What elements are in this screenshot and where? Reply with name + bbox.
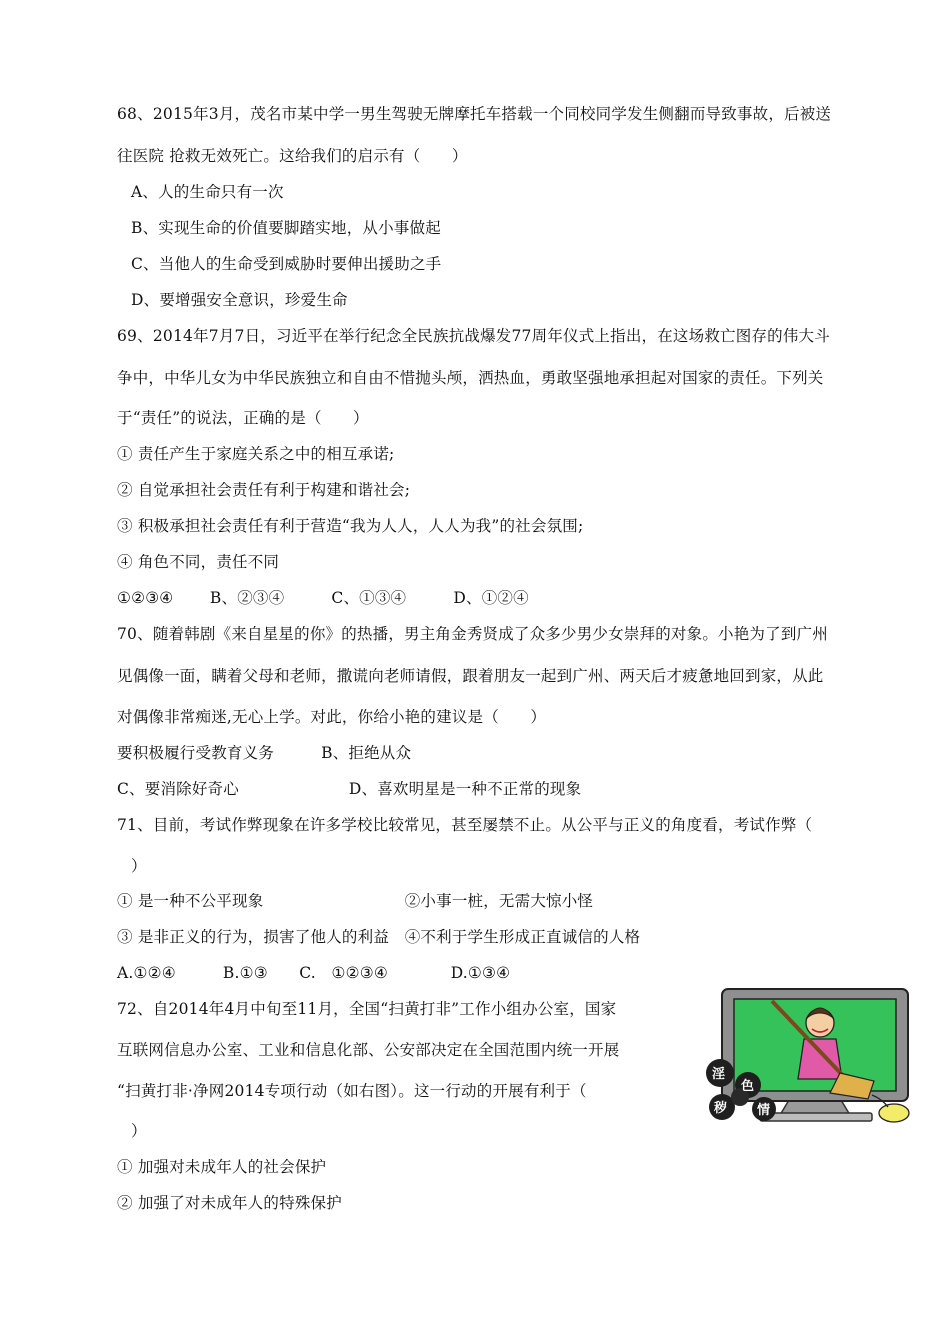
q69-stem-line3: 于“责任”的说法，正确的是（ ） <box>117 409 369 427</box>
computer-mouse-icon <box>879 1104 909 1122</box>
q70-stem-line2: 见偶像一面，瞒着父母和老师，撒谎向老师请假，跟着朋友一起到广州、两天后才疲惫地回到家，从此 <box>117 667 824 685</box>
q71-statements-34: ③ 是非正义的行为，损害了他人的利益 ④不利于学生形成正直诚信的人格 <box>117 928 641 946</box>
monitor-sweeping-girl-illustration <box>700 985 912 1130</box>
monitor-base <box>760 1113 872 1121</box>
q69-statement-4: ④ 角色不同，责任不同 <box>117 553 280 571</box>
q70-options-cd: C、要消除好奇心 D、喜欢明星是一种不正常的现象 <box>117 780 582 798</box>
blob-char-4: 情 <box>757 1103 771 1118</box>
q71-stem-line2: ） <box>131 857 147 875</box>
q71-stem-line1: 71、目前，考试作弊现象在许多学校比较常见，甚至屡禁不止。从公平与正义的角度看，考试作弊（ <box>117 816 813 834</box>
q69-statement-1: ① 责任产生于家庭关系之中的相互承诺; <box>117 445 395 463</box>
q72-stem-line4: ） <box>131 1122 147 1140</box>
q72-statement-1: ① 加强对未成年人的社会保护 <box>117 1158 327 1176</box>
q70-stem-line3: 对偶像非常痴迷,无心上学。对此，你给小艳的建议是（ ） <box>117 708 547 726</box>
q68-option-a: A、人的生命只有一次 <box>131 183 284 201</box>
q69-statement-3: ③ 积极承担社会责任有利于营造“我为人人，人人为我”的社会氛围; <box>117 517 584 535</box>
q68-option-c: C、当他人的生命受到威胁时要伸出援助之手 <box>131 255 442 273</box>
illustration-svg <box>700 985 912 1130</box>
q69-statement-2: ② 自觉承担社会责任有利于构建和谐社会; <box>117 481 411 499</box>
q72-stem-line2: 互联网信息办公室、工业和信息化部、公安部决定在全国范围内统一开展 <box>117 1041 620 1059</box>
q70-stem-line1: 70、随着韩剧《来自星星的你》的热播，男主角金秀贤成了众多少男少女崇拜的对象。小艳为了到广州 <box>117 625 828 643</box>
q68-stem-line2: 往医院 抢救无效死亡。这给我们的启示有（ ） <box>117 147 468 165</box>
blob-char-1: 淫 <box>712 1067 726 1082</box>
q70-options-ab: 要积极履行受教育义务 B、拒绝从众 <box>117 744 412 762</box>
q68-option-d: D、要增强安全意识，珍爱生命 <box>131 291 348 309</box>
q72-stem-line1: 72、自2014年4月中旬至11月，全国“扫黄打非”工作小组办公室，国家 <box>117 1000 617 1018</box>
q69-options: ①②③④ B、②③④ C、①③④ D、①②④ <box>117 589 529 607</box>
blob-char-3: 秽 <box>714 1101 728 1116</box>
q68-option-b: B、实现生命的价值要脚踏实地，从小事做起 <box>131 219 441 237</box>
q72-stem-line3: “扫黄打非·净网2014专项行动（如右图）。这一行动的开展有利于（ <box>117 1082 587 1100</box>
blob-char-2: 色 <box>741 1079 755 1094</box>
q71-statements-12: ① 是一种不公平现象 ②小事一桩，无需大惊小怪 <box>117 892 594 910</box>
q68-stem-line1: 68、2015年3月，茂名市某中学一男生驾驶无牌摩托车搭载一个同校同学发生侧翻而导致事故，后被送 <box>117 105 832 123</box>
q71-options: A.①②④ B.①③ C. ①②③④ D.①③④ <box>117 964 511 982</box>
q69-stem-line1: 69、2014年7月7日，习近平在举行纪念全民族抗战爆发77周年仪式上指出，在这场救亡图存的伟大斗 <box>117 327 830 345</box>
q72-statement-2: ② 加强了对未成年人的特殊保护 <box>117 1194 342 1212</box>
q69-stem-line2: 争中，中华儿女为中华民族独立和自由不惜抛头颅，洒热血，勇敢坚强地承担起对国家的责任。下列关 <box>117 369 824 387</box>
girl-dress <box>798 1039 842 1079</box>
